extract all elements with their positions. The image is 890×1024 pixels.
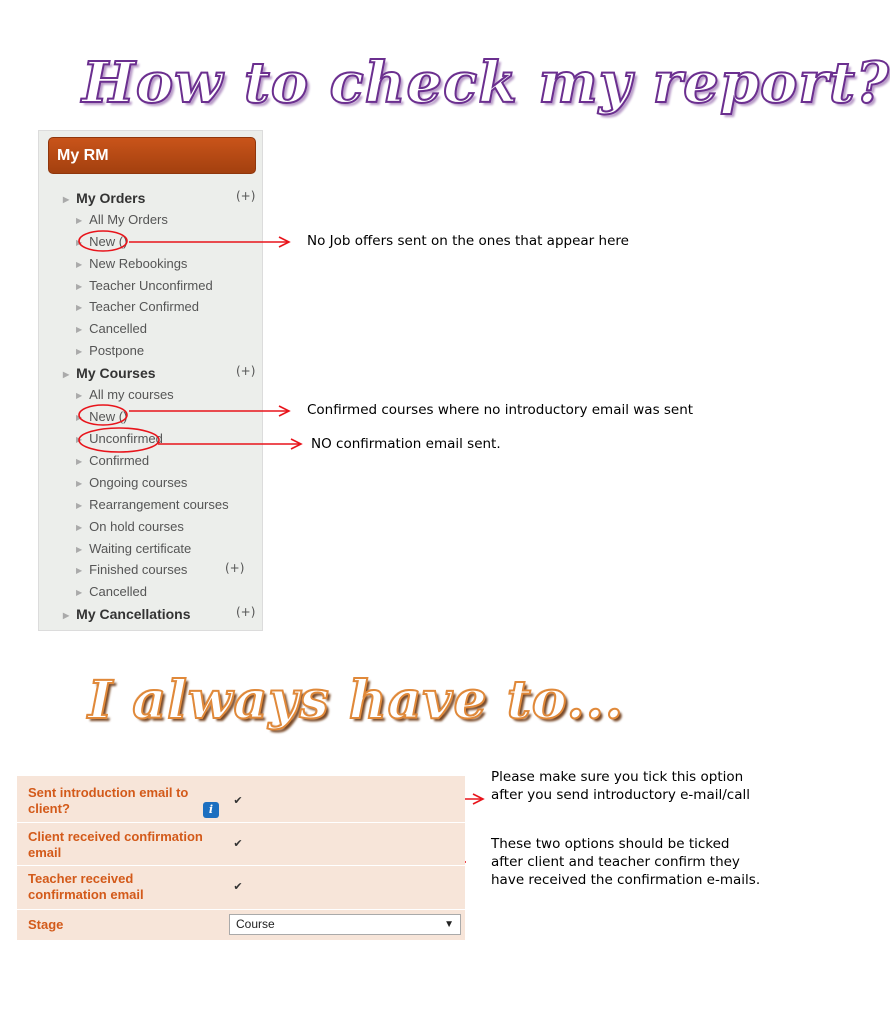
sidebar-item-new-courses[interactable]: ▶ New () bbox=[76, 409, 128, 424]
course-status-form bbox=[17, 776, 465, 940]
form-row-client-confirmation bbox=[17, 823, 465, 866]
note-intro-email: Please make sure you tick this option after you send introductory e-mail/call bbox=[491, 769, 750, 803]
chevron-right-icon: ▶ bbox=[76, 479, 83, 488]
chevron-right-icon: ▶ bbox=[63, 611, 70, 620]
chevron-right-icon: ▶ bbox=[76, 216, 83, 225]
sidebar-item-confirmed[interactable]: ▶ Confirmed bbox=[76, 453, 150, 468]
chevron-right-icon: ▶ bbox=[76, 282, 83, 291]
label-intro-email: Sent introduction email to client? bbox=[28, 785, 189, 816]
stage-select[interactable] bbox=[229, 914, 461, 935]
chevron-right-icon: ▶ bbox=[76, 238, 83, 247]
sidebar-item-finished-courses[interactable]: ▶ Finished courses bbox=[76, 562, 188, 577]
section-title-always-have-to: I always have to... bbox=[88, 670, 624, 731]
chevron-right-icon: ▶ bbox=[76, 325, 83, 334]
chevron-right-icon: ▶ bbox=[76, 260, 83, 269]
sidebar-item-my-cancellations[interactable]: ▶ My Cancellations bbox=[63, 606, 191, 622]
label-stage: Stage bbox=[28, 917, 64, 932]
highlight-circle-new-courses bbox=[79, 405, 127, 425]
chevron-right-icon: ▶ bbox=[76, 523, 83, 532]
chevron-right-icon: ▶ bbox=[76, 588, 83, 597]
chevron-down-icon: ▼ bbox=[444, 919, 454, 930]
page-title-check-report: How to check my report? bbox=[82, 50, 890, 116]
chevron-right-icon: ▶ bbox=[76, 413, 83, 422]
note-two-options: These two options should be ticked after client and teacher confirm they have received the confirmation e-mails. bbox=[491, 836, 761, 888]
sidebar-item-all-my-courses[interactable]: ▶ All my courses bbox=[76, 387, 174, 402]
sidebar-item-unconfirmed[interactable]: ▶ Unconfirmed bbox=[76, 431, 163, 446]
sidebar-header[interactable]: My RM bbox=[48, 137, 256, 174]
note-new-orders: No Job offers sent on the ones that appear here bbox=[307, 233, 629, 249]
sidebar-item-waiting-certificate[interactable]: ▶ Waiting certificate bbox=[76, 541, 192, 556]
sidebar-item-cancelled-orders[interactable]: ▶ Cancelled bbox=[76, 321, 147, 336]
chevron-right-icon: ▶ bbox=[76, 435, 83, 444]
sidebar-item-ongoing-courses[interactable]: ▶ Ongoing courses bbox=[76, 475, 188, 490]
chevron-right-icon: ▶ bbox=[76, 347, 83, 356]
expand-finished-button[interactable]: (+) bbox=[225, 561, 245, 575]
sidebar-item-on-hold-courses[interactable]: ▶ On hold courses bbox=[76, 519, 184, 534]
chevron-right-icon: ▶ bbox=[76, 545, 83, 554]
stage-selected-value: Course bbox=[236, 917, 275, 931]
chevron-right-icon: ▶ bbox=[63, 195, 70, 204]
highlight-circle-new-orders bbox=[79, 231, 127, 251]
form-row-teacher-confirmation bbox=[17, 866, 465, 910]
chevron-right-icon: ▶ bbox=[76, 457, 83, 466]
chevron-right-icon: ▶ bbox=[76, 391, 83, 400]
sidebar-item-my-orders[interactable]: ▶ My Orders bbox=[63, 190, 146, 206]
checkbox-teacher-confirmation[interactable]: ✔ bbox=[233, 881, 243, 893]
sidebar-item-teacher-confirmed[interactable]: ▶ Teacher Confirmed bbox=[76, 299, 199, 314]
chevron-right-icon: ▶ bbox=[76, 501, 83, 510]
expand-cancellations-button[interactable]: (+) bbox=[236, 605, 256, 619]
checkbox-intro-email[interactable]: ✔ bbox=[233, 795, 243, 807]
chevron-right-icon: ▶ bbox=[76, 566, 83, 575]
sidebar-item-my-courses[interactable]: ▶ My Courses bbox=[63, 365, 156, 381]
note-unconfirmed: NO confirmation email sent. bbox=[311, 436, 501, 452]
sidebar-item-cancelled-courses[interactable]: ▶ Cancelled bbox=[76, 584, 147, 599]
label-client-confirmation: Client received confirmation email bbox=[28, 829, 203, 860]
form-row-intro-email bbox=[17, 776, 465, 823]
chevron-right-icon: ▶ bbox=[63, 370, 70, 379]
chevron-right-icon: ▶ bbox=[76, 303, 83, 312]
sidebar-item-rearrangement-courses[interactable]: ▶ Rearrangement courses bbox=[76, 497, 229, 512]
checkbox-client-confirmation[interactable]: ✔ bbox=[233, 838, 243, 850]
sidebar-item-new-orders[interactable]: ▶ New () bbox=[76, 234, 128, 249]
expand-orders-button[interactable]: (+) bbox=[236, 189, 256, 203]
sidebar-item-new-rebookings[interactable]: ▶ New Rebookings bbox=[76, 256, 188, 271]
note-new-courses: Confirmed courses where no introductory email was sent bbox=[307, 402, 694, 418]
sidebar-item-postpone[interactable]: ▶ Postpone bbox=[76, 343, 145, 358]
sidebar-item-teacher-unconfirmed[interactable]: ▶ Teacher Unconfirmed bbox=[76, 278, 213, 293]
expand-courses-button[interactable]: (+) bbox=[236, 364, 256, 378]
sidebar-item-all-my-orders[interactable]: ▶ All My Orders bbox=[76, 212, 168, 227]
info-icon[interactable]: i bbox=[203, 802, 219, 818]
highlight-circle-unconfirmed bbox=[79, 428, 159, 452]
label-teacher-confirmation: Teacher received confirmation email bbox=[28, 871, 144, 902]
